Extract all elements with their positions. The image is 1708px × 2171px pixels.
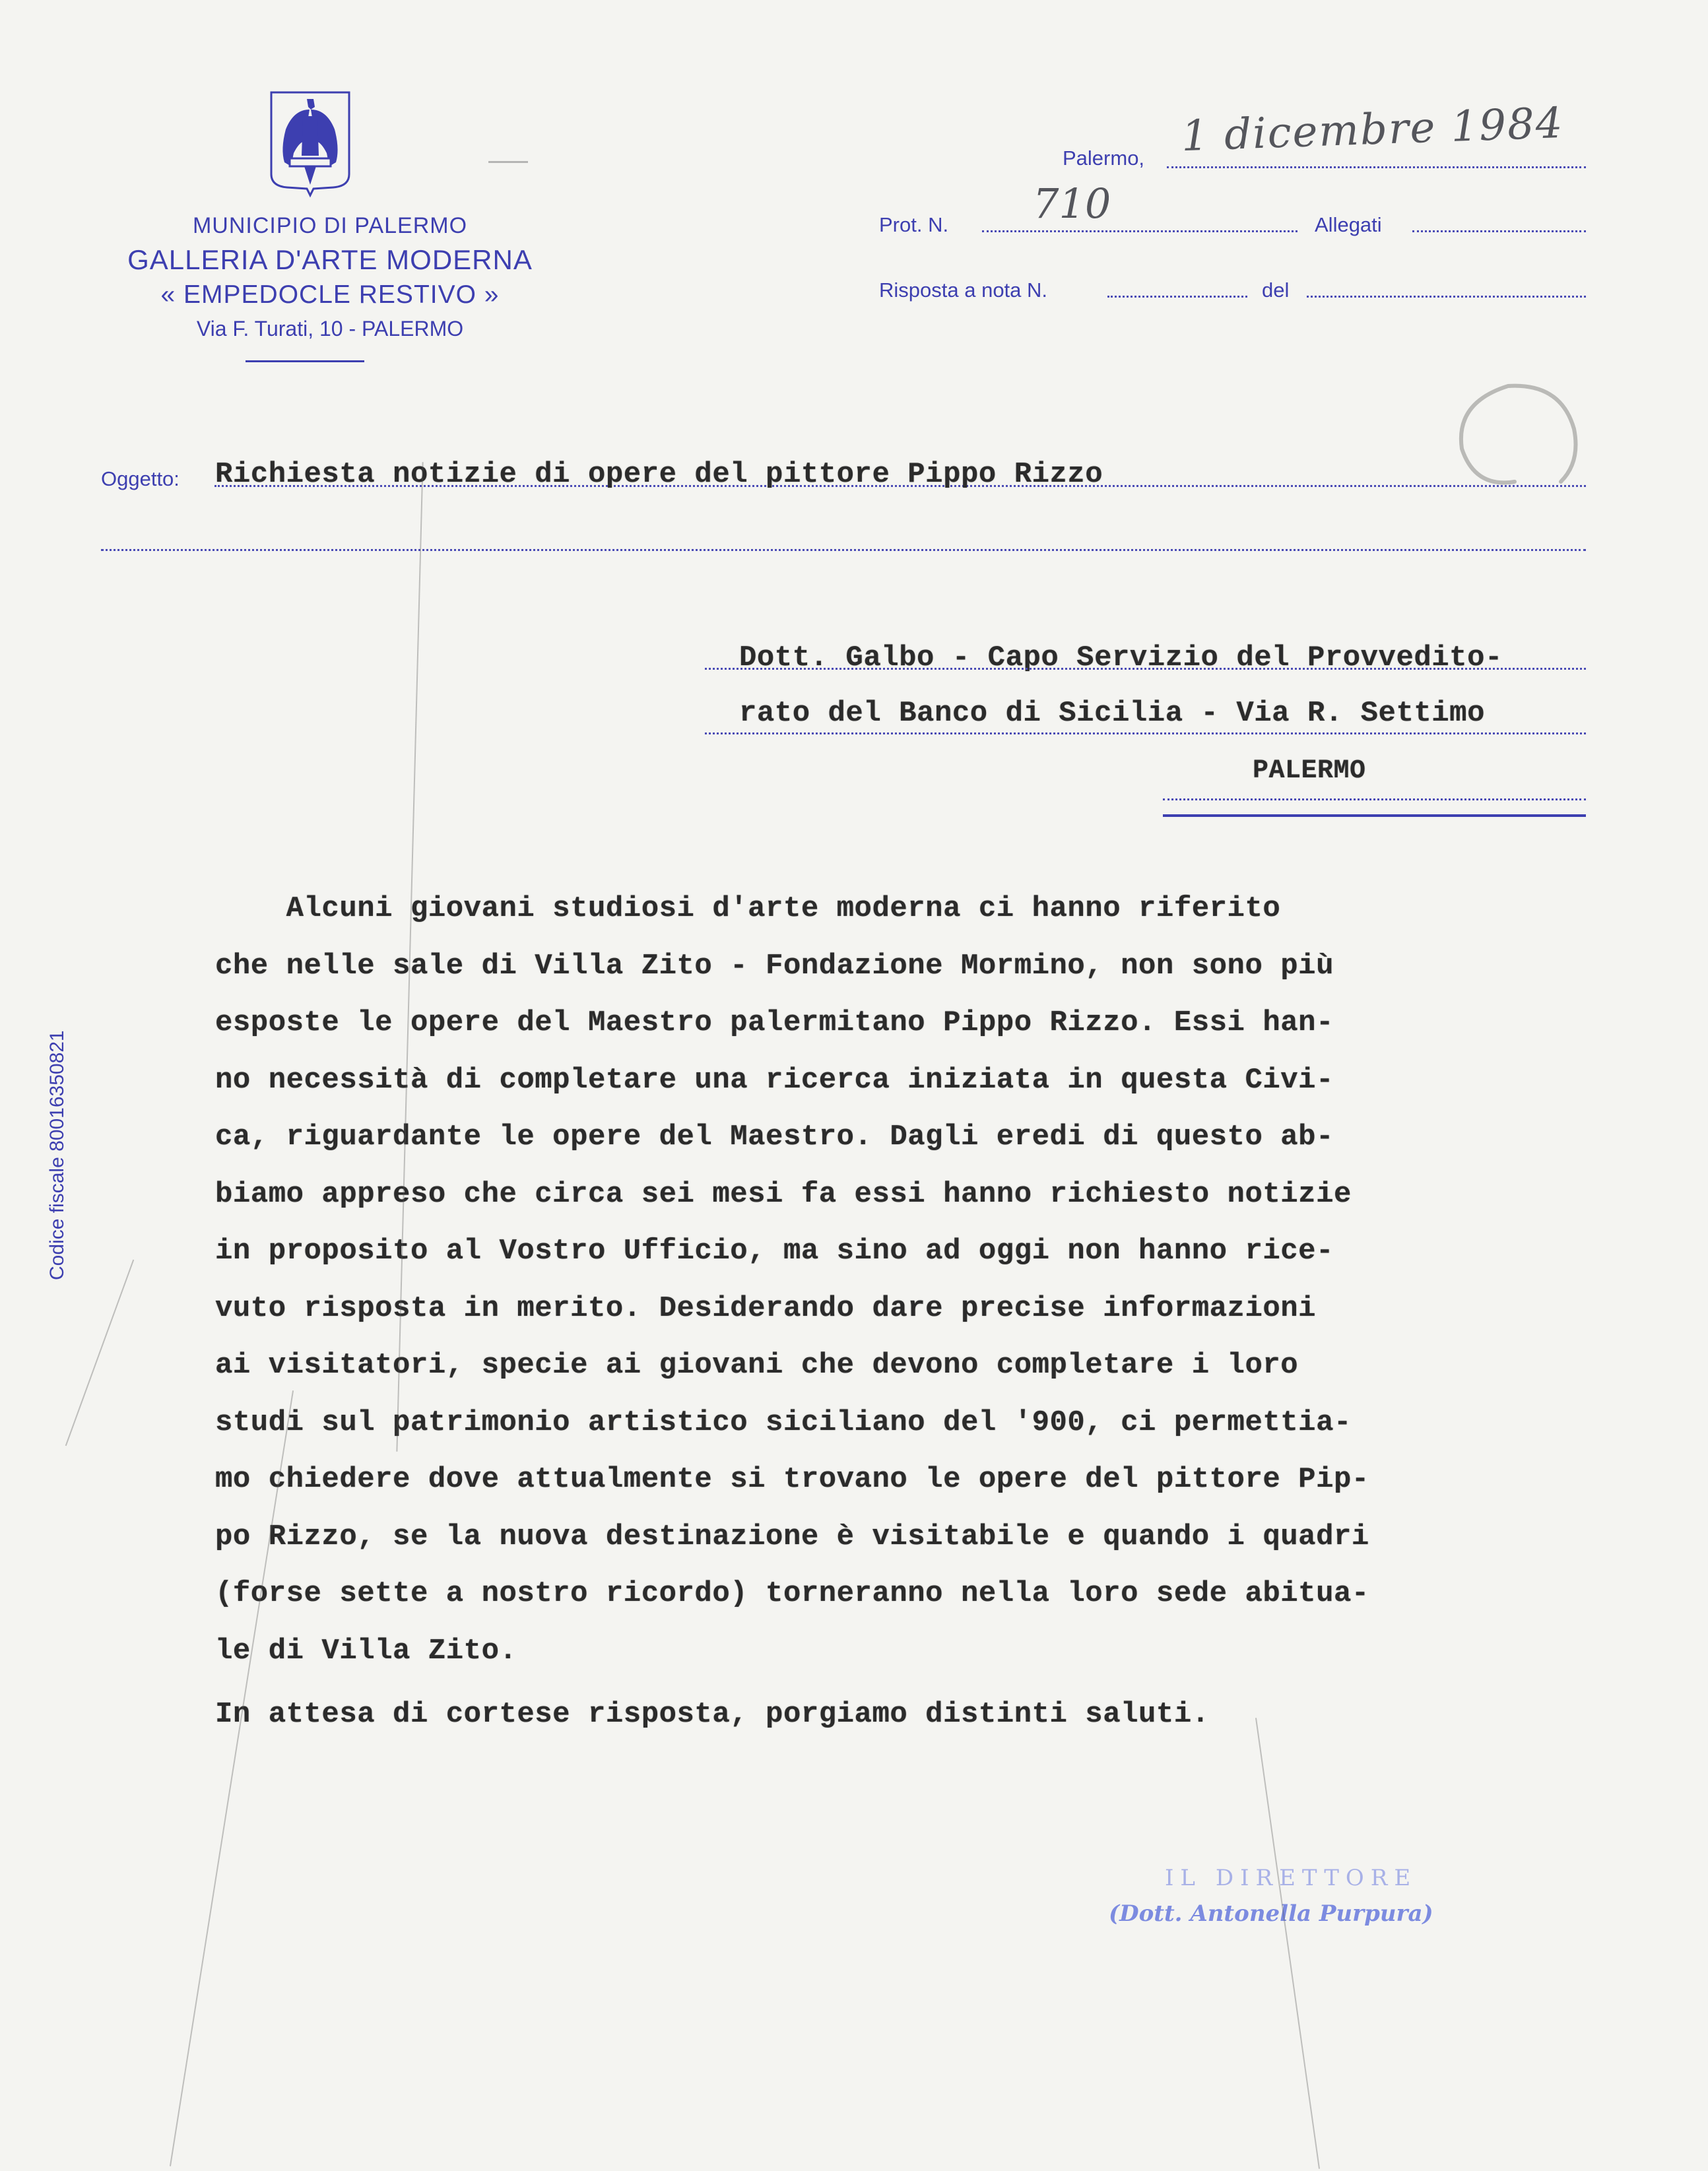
- body-line: (forse sette a nostro ricordo) torneranno nella loro sede abitua-: [215, 1577, 1369, 1610]
- prot-value: 710: [1033, 179, 1111, 228]
- addressee-city: PALERMO: [1253, 756, 1366, 786]
- pencil-circle-mark: [1435, 370, 1594, 528]
- addressee-dots-3: [1163, 798, 1586, 800]
- pencil-dash-mark: [488, 161, 528, 163]
- risposta-field-line: [1107, 296, 1247, 298]
- letterhead-empedocle-restivo: « EMPEDOCLE RESTIVO »: [160, 280, 500, 309]
- body-line: mo chiedere dove attualmente si trovano le opere del pittore Pip-: [215, 1463, 1369, 1496]
- place-label: Palermo,: [1063, 146, 1145, 170]
- addressee-dots-2: [705, 732, 1586, 734]
- allegati-label: Allegati: [1315, 213, 1382, 236]
- body-line: vuto risposta in merito. Desiderando dare precise informazioni: [215, 1291, 1317, 1325]
- letterhead-divider: [246, 360, 364, 362]
- paper-crease: [65, 1260, 134, 1446]
- subject-value: Richiesta notizie di opere del pittore Pippo Rizzo: [215, 458, 1103, 491]
- subject-label: Oggetto:: [101, 467, 180, 490]
- letterhead-galleria: GALLERIA D'ARTE MODERNA: [127, 244, 533, 275]
- body-line: po Rizzo, se la nuova destinazione è visitabile e quando i quadri: [215, 1520, 1369, 1553]
- palermo-eagle-crest-icon: [267, 90, 353, 199]
- letterhead-address: Via F. Turati, 10 - PALERMO: [196, 317, 464, 340]
- prot-field-line: [982, 230, 1297, 232]
- body-line: Alcuni giovani studiosi d'arte moderna ci hanno riferito: [215, 892, 1281, 925]
- date-field-line: [1167, 166, 1586, 168]
- addressee-rule: [1163, 814, 1586, 817]
- body-line: studi sul patrimonio artistico siciliano del '900, ci permettia-: [215, 1406, 1352, 1439]
- addressee-line-2: rato del Banco di Sicilia - Via R. Settimo: [739, 697, 1485, 730]
- body-line: in proposito al Vostro Ufficio, ma sino ad oggi non hanno rice-: [215, 1235, 1334, 1268]
- addressee-line-1: Dott. Galbo - Capo Servizio del Provvedito-: [739, 641, 1503, 674]
- body-line: In attesa di cortese risposta, porgiamo distinti saluti.: [215, 1698, 1210, 1731]
- body-line: no necessità di completare una ricerca iniziata in questa Civi-: [215, 1063, 1334, 1097]
- signature-stamp-name: (Dott. Antonella Purpura): [1109, 1900, 1433, 1927]
- addressee-dots-1: [705, 668, 1586, 670]
- date-value: 1 dicembre 1984: [1180, 98, 1565, 162]
- body-line: che nelle sale di Villa Zito - Fondazione Mormino, non sono più: [215, 949, 1334, 983]
- paper-crease: [170, 1390, 294, 2166]
- body-line: ca, riguardante le opere del Maestro. Dagli eredi di questo ab-: [215, 1120, 1334, 1153]
- paper-crease: [1255, 1718, 1320, 2169]
- allegati-field-line: [1412, 230, 1586, 232]
- body-line: le di Villa Zito.: [215, 1634, 517, 1668]
- risposta-label: Risposta a nota N.: [879, 278, 1048, 302]
- del-label: del: [1262, 278, 1290, 302]
- subject-line-2: [101, 549, 1586, 551]
- body-line: esposte le opere del Maestro palermitano Pippo Rizzo. Essi han-: [215, 1006, 1334, 1039]
- body-line: ai visitatori, specie ai giovani che devono completare i loro: [215, 1349, 1299, 1382]
- body-line: biamo appreso che circa sei mesi fa essi hanno richiesto notizie: [215, 1177, 1352, 1211]
- prot-label: Prot. N.: [879, 213, 949, 236]
- letterhead-municipio: MUNICIPIO DI PALERMO: [192, 213, 468, 238]
- del-field-line: [1307, 296, 1586, 298]
- codice-fiscale-note: Codice fiscale 80016350821: [46, 1030, 68, 1280]
- signature-stamp-title: IL DIRETTORE: [1165, 1865, 1418, 1891]
